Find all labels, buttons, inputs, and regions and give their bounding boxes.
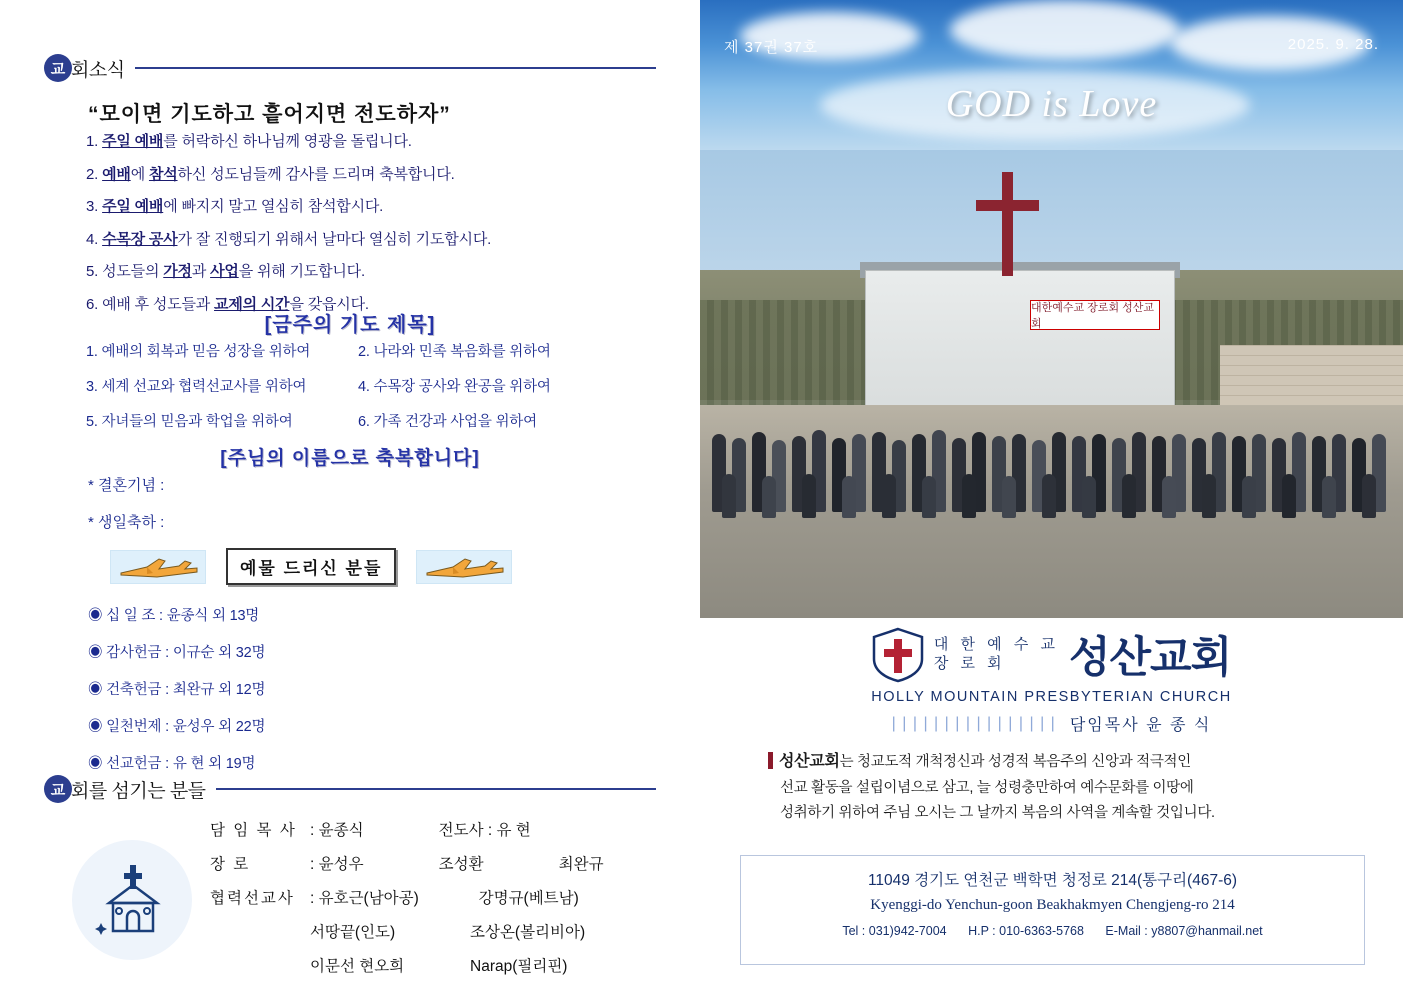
logo-denomination bbox=[934, 636, 1059, 674]
list-item bbox=[210, 920, 604, 942]
list-item: ◉ 선교헌금 : 유 현 외 19명 bbox=[88, 756, 256, 772]
right-column bbox=[700, 0, 1403, 992]
blessing-wedding: * 결혼기념 : bbox=[88, 477, 165, 494]
notice-bold: 가정 bbox=[163, 263, 192, 280]
servant-sep: : bbox=[310, 856, 315, 873]
blessing-birthday: * 생일축하 : bbox=[88, 514, 165, 531]
church-name: 성산교회 bbox=[1068, 634, 1232, 682]
accent-bar-icon bbox=[768, 752, 773, 769]
photo-congregation bbox=[700, 412, 1403, 542]
offering-header: 예물 드리신 분들 bbox=[226, 548, 396, 585]
servant-value: 유호근(남아공) bbox=[318, 890, 419, 907]
left-column bbox=[0, 0, 700, 992]
servants-badge: 교 bbox=[44, 775, 72, 803]
news-rule bbox=[135, 67, 656, 69]
servants-list bbox=[210, 818, 604, 988]
notice-list bbox=[86, 130, 646, 325]
news-section-header bbox=[44, 54, 656, 82]
servants-section-header bbox=[44, 775, 656, 803]
notice-bold: 교제의 시간 bbox=[214, 295, 290, 313]
servant-value2: 유 현 bbox=[496, 822, 531, 839]
notice-no: 4. bbox=[86, 230, 99, 248]
email-address: E-Mail : y8807@hanmail.net bbox=[1105, 924, 1263, 938]
blessing-title: [주님의 이름으로 축복합니다] bbox=[220, 448, 480, 469]
statement-line-1 bbox=[768, 748, 1348, 776]
prayer-item: 1. 예배의 회복과 믿음 성장을 위하여 bbox=[86, 344, 311, 360]
servant-value2: Narap(필리핀) bbox=[470, 958, 568, 975]
mobile-number: H.P : 010-6363-5768 bbox=[968, 924, 1084, 938]
notice-rest: 을 갖읍시다. bbox=[289, 295, 369, 313]
blessing-lines bbox=[88, 474, 164, 548]
statement-strong: 성산교회 bbox=[779, 753, 840, 770]
notice-no: 2. bbox=[86, 165, 99, 183]
notice-rest: 가 잘 진행되기 위해서 날마다 열심히 기도합시다. bbox=[177, 230, 492, 248]
notice-no: 3. bbox=[86, 198, 99, 215]
servant-sep: : bbox=[310, 822, 315, 839]
mission-statement bbox=[768, 748, 1348, 827]
notice-bold2: 사업 bbox=[210, 263, 239, 280]
servant-value2: 강명규(베트남) bbox=[478, 890, 579, 907]
sky-banner bbox=[700, 0, 1403, 150]
notice-bold: 주일 예배 bbox=[102, 198, 164, 215]
list-item bbox=[86, 163, 646, 184]
servants-title: 회를 섬기는 분들 bbox=[71, 780, 206, 802]
list-item bbox=[86, 260, 646, 281]
notice-pre: 성도들의 bbox=[102, 263, 164, 280]
photo-church-sign: 대한예수교 장로회 성산교회 bbox=[1030, 300, 1160, 330]
logo-line1: 대 한 예 수 교 bbox=[933, 635, 1059, 653]
notice-mid: 에 bbox=[130, 165, 149, 183]
servant-label: 협력선교사 bbox=[210, 890, 295, 907]
pastor-row bbox=[700, 712, 1403, 735]
statement-rest-1: 는 청교도적 개척정신과 성경적 복음주의 신앙과 적극적인 bbox=[839, 754, 1191, 770]
decor-bars-icon: | | | | | | | | | | | | | | | | bbox=[891, 714, 1056, 732]
pastor-name: 담임목사 윤 종 식 bbox=[1069, 717, 1212, 734]
notice-rest: 를 허락하신 하나님께 영광을 돌립니다. bbox=[163, 133, 412, 150]
prayer-item: 4. 수목장 공사와 완공을 위하여 bbox=[358, 379, 551, 395]
news-title: 회소식 bbox=[71, 59, 125, 81]
servants-rule bbox=[216, 788, 656, 790]
servant-value: 윤종식 bbox=[318, 822, 364, 839]
contact-box bbox=[740, 855, 1365, 965]
cross-icon bbox=[1002, 172, 1013, 276]
banner-title: GOD is Love bbox=[945, 83, 1158, 125]
list-item bbox=[86, 375, 626, 396]
servant-sep: : bbox=[310, 890, 315, 907]
list-item: ◉ 감사헌금 : 이규순 외 32명 bbox=[88, 645, 266, 661]
list-item bbox=[86, 130, 646, 151]
servant-value2: 조상온(볼리비아) bbox=[470, 924, 586, 941]
prayer-item: 6. 가족 건강과 사업을 위하여 bbox=[358, 414, 537, 430]
list-item bbox=[86, 340, 626, 361]
notice-no: 5. bbox=[86, 263, 99, 280]
prayer-title: [금주의 기도 제목] bbox=[264, 314, 436, 336]
offering-header-row bbox=[110, 548, 570, 585]
list-item bbox=[210, 852, 604, 874]
statement-line-2: 선교 활동을 설립이념으로 삼고, 늘 성령충만하여 예수문화를 이땅에 bbox=[780, 780, 1194, 796]
list-item: ◉ 건축헌금 : 최완규 외 12명 bbox=[88, 682, 266, 698]
issue-number: 제 37권 37호 bbox=[724, 39, 819, 56]
notice-rest: 을 위해 기도합니다. bbox=[238, 263, 365, 280]
prayer-item: 3. 세계 선교와 협력선교사를 위하여 bbox=[86, 379, 307, 395]
address-korean: 11049 경기도 연천군 백학면 청정로 214(통구리(467-6) bbox=[867, 872, 1238, 889]
statement-line-3: 성취하기 위하여 주님 오시는 그 날까지 복음의 사역을 계속할 것입니다. bbox=[780, 805, 1215, 822]
list-item bbox=[86, 228, 646, 249]
logo-row bbox=[700, 624, 1403, 685]
prayer-item: 2. 나라와 민족 복음화를 위하여 bbox=[358, 344, 551, 360]
list-item bbox=[210, 886, 604, 908]
church-logo-block bbox=[700, 624, 1403, 735]
servant-value: 윤성우 bbox=[318, 856, 364, 873]
notice-no: 1. bbox=[86, 133, 99, 150]
list-item bbox=[210, 818, 604, 840]
airplane-icon bbox=[110, 550, 206, 584]
servant-label: 장 로 bbox=[210, 856, 251, 873]
contact-line bbox=[741, 924, 1364, 938]
issue-date: 2025. 9. 28. bbox=[1287, 36, 1379, 53]
list-item bbox=[86, 195, 646, 216]
notice-pre: 예배 후 성도들과 bbox=[102, 295, 215, 313]
address-english: Kyenggi-do Yenchun-goon Beakhakmyen Chengjeng-ro 214 bbox=[870, 897, 1235, 913]
prayer-item: 5. 자녀들의 믿음과 학업을 위하여 bbox=[86, 414, 293, 430]
issue-header bbox=[700, 36, 1403, 57]
notice-bold: 예배 bbox=[102, 165, 131, 183]
notice-bold: 주일 예배 bbox=[102, 133, 164, 150]
notice-bold2: 참석 bbox=[148, 165, 178, 183]
list-item: ◉ 십 일 조 : 윤종식 외 13명 bbox=[88, 608, 260, 624]
notice-no: 6. bbox=[86, 295, 99, 313]
servant-label2: 전도사 : bbox=[438, 822, 493, 839]
servant-value3: 최완규 bbox=[558, 856, 604, 873]
prayer-list bbox=[86, 340, 626, 445]
notice-rest: 에 빠지지 말고 열심히 참석합시다. bbox=[163, 198, 384, 215]
church-icon bbox=[72, 840, 192, 960]
phone-number: Tel : 031)942-7004 bbox=[842, 924, 947, 938]
weekly-quote: “모이면 기도하고 흩어지면 전도하자” bbox=[88, 103, 451, 126]
church-photo bbox=[700, 150, 1403, 618]
servant-value: 서땅끝(인도) bbox=[310, 924, 396, 941]
airplane-icon bbox=[416, 550, 512, 584]
list-item: ◉ 일천번제 : 윤성우 외 22명 bbox=[88, 719, 266, 735]
offering-list bbox=[88, 604, 265, 789]
shield-cross-icon bbox=[872, 627, 924, 683]
notice-bold: 수목장 공사 bbox=[102, 230, 178, 248]
servant-label: 담 임 목 사 bbox=[210, 822, 297, 839]
notice-rest: 하신 성도님들께 감사를 드리며 축복합니다. bbox=[177, 165, 455, 183]
news-badge: 교 bbox=[44, 54, 72, 82]
servant-value: 이문선 현오희 bbox=[310, 958, 405, 975]
list-item bbox=[210, 954, 604, 976]
church-name-english: HOLLY MOUNTAIN PRESBYTERIAN CHURCH bbox=[871, 689, 1232, 705]
cross-icon bbox=[976, 200, 1039, 211]
notice-mid: 과 bbox=[191, 263, 211, 280]
list-item bbox=[86, 410, 626, 431]
servant-value2: 조성환 bbox=[438, 856, 484, 873]
logo-line2: 장 로 회 bbox=[933, 654, 1006, 672]
